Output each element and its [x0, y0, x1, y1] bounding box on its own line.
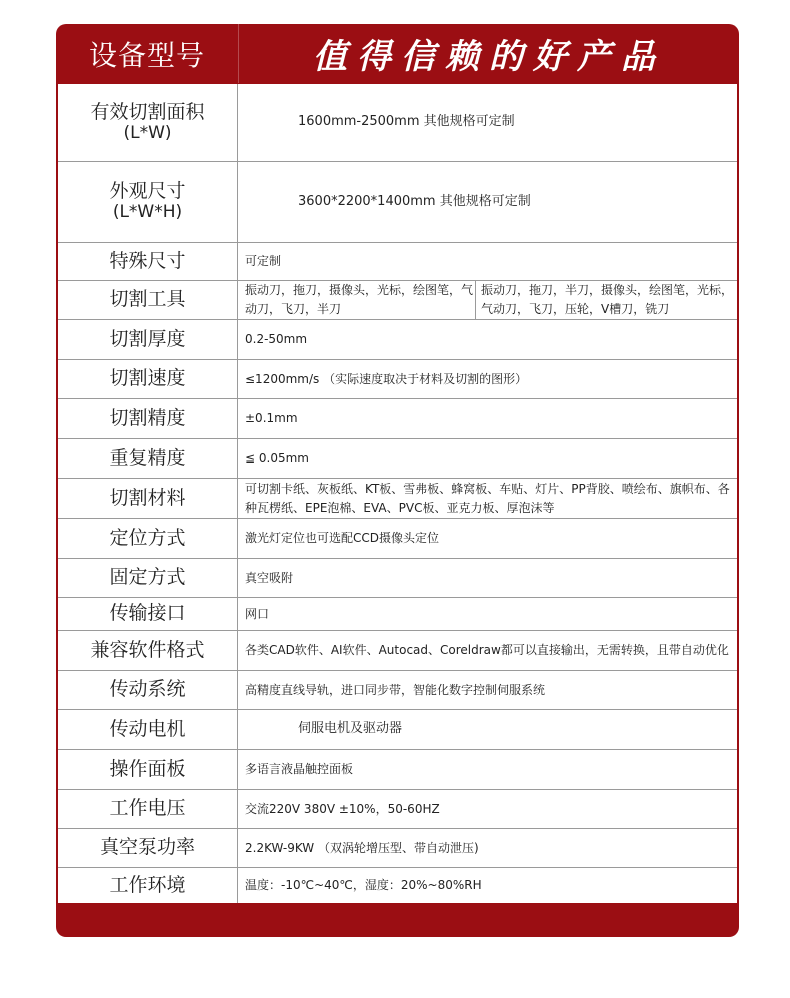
row-label: 兼容软件格式	[58, 631, 238, 670]
row-label: 工作环境	[58, 868, 238, 903]
row-label: 切割精度	[58, 399, 238, 438]
row-value: 真空吸附	[245, 570, 294, 585]
table-row	[58, 243, 737, 281]
row-label	[58, 162, 238, 242]
row-value: ≦ 0.05mm	[245, 451, 309, 466]
row-value: 高精度直线导轨，进口同步带，智能化数字控制伺服系统	[245, 682, 546, 697]
table-footer-band	[56, 903, 739, 937]
table-row	[58, 519, 737, 559]
row-label: 重复精度	[58, 439, 238, 478]
row-value-right: 振动刀，拖刀，半刀，摄像头，绘图笔，光标，气动刀，飞刀，压轮，V槽刀，铣刀	[481, 283, 734, 316]
row-label: 传动电机	[58, 710, 238, 749]
row-label-text: 外观尺寸	[109, 180, 186, 203]
row-label: 固定方式	[58, 559, 238, 597]
row-value: 温度：-10℃~40℃，湿度：20%~80%RH	[245, 878, 482, 893]
table-row	[58, 868, 737, 903]
row-label: 真空泵功率	[58, 829, 238, 867]
row-label: 操作面板	[58, 750, 238, 789]
row-value: 伺服电机及驱动器	[298, 721, 403, 737]
row-label: 切割材料	[58, 479, 238, 518]
row-label-text: 有效切割面积	[90, 100, 205, 123]
row-value: 可定制	[245, 254, 282, 269]
row-value: 交流220V 380V ±10%，50-60HZ	[245, 801, 440, 816]
table-header	[56, 24, 739, 83]
model-header-label: 设备型号	[56, 24, 239, 83]
table-row	[58, 281, 737, 320]
row-value: 可切割卡纸、灰板纸、KT板、雪弗板、蜂窝板、车贴、灯片、PP背胶、喷绘布、旗帜布、各种瓦楞纸、EPE泡棉、EVA、PVC板、亚克力板、厚泡沫等	[245, 481, 730, 515]
table-row	[58, 399, 737, 439]
row-value: 1600mm-2500mm 其他规格可定制	[298, 114, 515, 130]
row-value-left: 振动刀，拖刀，摄像头，光标，绘图笔，气动刀，飞刀，半刀	[240, 281, 476, 319]
row-value: 各类CAD软件、AI软件、Autocad、Coreldraw都可以直接输出，无需转换，且带自动优化	[245, 643, 729, 658]
row-label: 切割工具	[58, 281, 238, 319]
table-row	[58, 710, 737, 750]
row-label: 切割速度	[58, 360, 238, 398]
spec-table	[58, 84, 737, 903]
row-label: 特殊尺寸	[58, 243, 238, 280]
table-row	[58, 320, 737, 360]
spec-card	[56, 24, 739, 937]
table-row	[58, 750, 737, 790]
table-row	[58, 598, 737, 631]
row-value-split	[240, 281, 737, 319]
slogan-header: 值得信赖的好产品	[313, 37, 665, 77]
table-row	[58, 479, 737, 519]
row-value: 激光灯定位也可选配CCD摄像头定位	[245, 531, 439, 546]
row-label-sub: (L*W)	[123, 122, 172, 143]
row-value: 3600*2200*1400mm 其他规格可定制	[298, 193, 531, 209]
row-label	[58, 84, 238, 161]
table-row	[58, 162, 737, 243]
table-row	[58, 84, 737, 162]
table-row	[58, 829, 737, 868]
row-value: 0.2-50mm	[245, 332, 308, 347]
table-row	[58, 790, 737, 829]
row-value: 网口	[245, 606, 270, 621]
table-row	[58, 631, 737, 671]
row-value: ±0.1mm	[245, 411, 298, 426]
row-label: 切割厚度	[58, 320, 238, 359]
row-value: 多语言液晶触控面板	[245, 762, 354, 777]
table-row	[58, 559, 737, 598]
table-row	[58, 360, 737, 399]
row-label: 工作电压	[58, 790, 238, 828]
row-label: 定位方式	[58, 519, 238, 558]
row-value: ≤1200mm/s （实际速度取决于材料及切割的图形）	[245, 371, 528, 386]
row-label: 传动系统	[58, 671, 238, 709]
row-label: 传输接口	[58, 598, 238, 630]
row-value: 2.2KW-9KW （双涡轮增压型、带自动泄压)	[245, 840, 479, 855]
table-row	[58, 439, 737, 479]
row-label-sub: (L*W*H)	[112, 202, 183, 223]
table-row	[58, 671, 737, 710]
